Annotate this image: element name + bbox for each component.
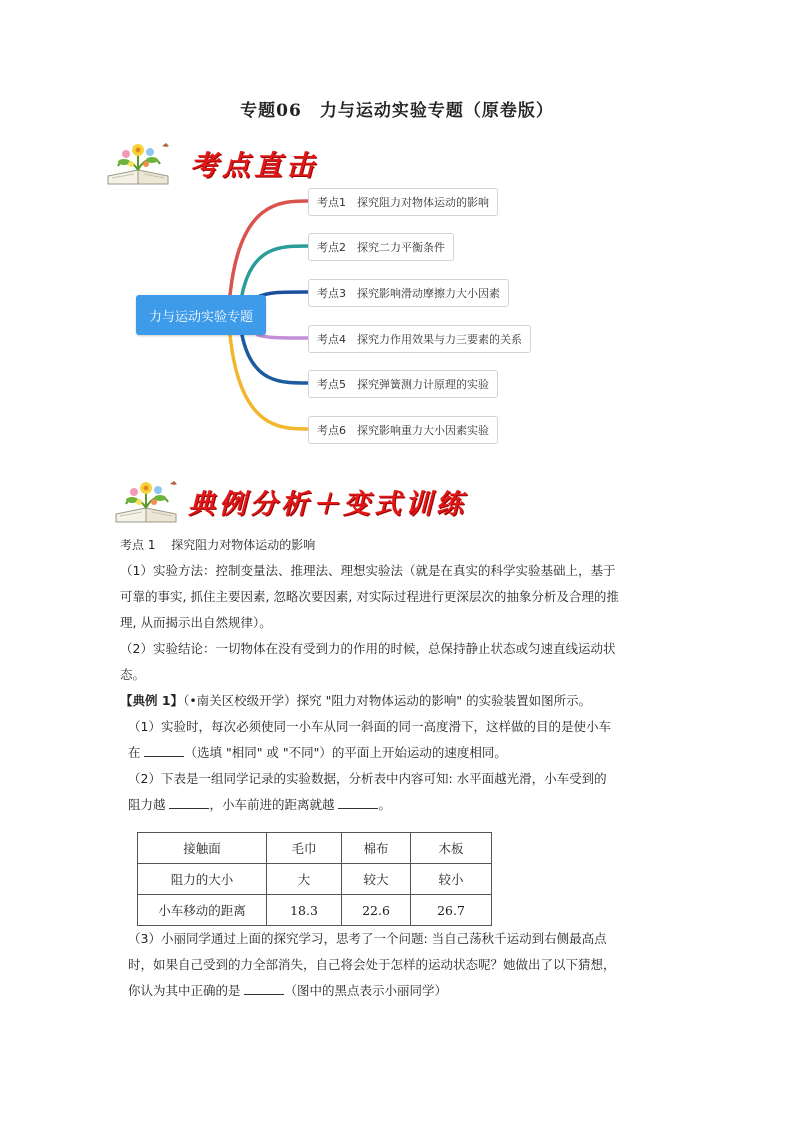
table-cell: 小车移动的距离	[138, 895, 267, 926]
example-line	[120, 688, 680, 714]
question-3-line-2: 时，如果自己受到的力全部消失，自己将会处于怎样的运动状态呢？她做出了以下猜想，	[128, 957, 616, 972]
mind-map-branch-2	[242, 246, 308, 295]
method-line-2: 可靠的事实, 抓住主要因素, 忽略次要因素, 对实际过程进行更深层次的抽象分析及合理的推	[120, 589, 619, 604]
q3-prefix: 你认为其中正确的是	[128, 983, 245, 998]
question-1-line-1: （1）实验时，每次必须使同一小车从同一斜面的同一高度滑下，这样做的目的是使小车	[128, 719, 611, 734]
table-cell: 较小	[411, 864, 492, 895]
mind-map-branch-5	[242, 335, 308, 383]
mind-map	[130, 185, 550, 445]
book-flower-icon	[112, 478, 182, 524]
question-3-line-3	[120, 978, 680, 1004]
table-header-cell: 毛巾	[267, 833, 342, 864]
table-cell: 较大	[342, 864, 411, 895]
conclusion-line-2: 态。	[120, 667, 146, 682]
section-heading-1: 考点直击	[190, 149, 319, 182]
content-body-continued	[120, 926, 680, 1004]
table-cell: 大	[267, 864, 342, 895]
method-line-1: （1）实验方法：控制变量法、推理法、理想实验法（就是在真实的科学实验基础上，基于	[120, 563, 616, 578]
table-row	[138, 895, 492, 926]
q1-suffix: （选填 "相同" 或 "不同"）的平面上开始运动的速度相同。	[184, 745, 507, 760]
section-heading-2: 典例分析＋变式训练	[188, 489, 467, 520]
document-title: 专题06 力与运动实验专题（原卷版）	[240, 101, 554, 121]
question-2-line-2	[120, 792, 680, 818]
mind-map-topic-1: 考点1 探究阻力对物体运动的影响	[308, 188, 498, 216]
mind-map-branch-1	[230, 201, 308, 295]
answer-blank-3	[338, 794, 378, 809]
table-header-cell: 棉布	[342, 833, 411, 864]
section-banner-1	[104, 140, 364, 190]
mind-map-topic-6: 考点6 探究影响重力大小因素实验	[308, 416, 498, 444]
experiment-data-table	[137, 832, 492, 926]
table-cell: 26.7	[411, 895, 492, 926]
answer-blank-2	[169, 794, 209, 809]
kaodian-heading: 考点 1 探究阻力对物体运动的影响	[120, 538, 316, 552]
table-header-cell: 接触面	[138, 833, 267, 864]
question-3-line-1: （3）小丽同学通过上面的探究学习，思考了一个问题: 当自己荡秋千运动到右侧最高点	[128, 931, 607, 946]
q2-middle: ，小车前进的距离就越	[209, 797, 339, 812]
answer-blank-4	[244, 980, 284, 995]
example-text: （•南关区校级开学）探究 "阻力对物体运动的影响" 的实验装置如图所示。	[183, 693, 592, 708]
mind-map-topic-5: 考点5 探究弹簧测力计原理的实验	[308, 370, 498, 398]
book-flower-icon	[104, 140, 174, 186]
mind-map-branch-4	[258, 335, 308, 338]
q2-prefix: 阻力越	[128, 797, 170, 812]
q2-suffix: 。	[378, 797, 391, 812]
table-cell: 阻力的大小	[138, 864, 267, 895]
question-1-line-2	[120, 740, 680, 766]
table-header-row	[138, 833, 492, 864]
table-cell: 22.6	[342, 895, 411, 926]
example-label: 【典例 1】	[120, 693, 184, 708]
mind-map-central-node: 力与运动实验专题	[136, 295, 266, 335]
mind-map-topic-3: 考点3 探究影响滑动摩擦力大小因素	[308, 279, 509, 307]
q1-prefix: 在	[128, 745, 145, 760]
method-line-3: 理, 从而揭示出自然规律）。	[120, 615, 272, 630]
question-2-line-1: （2）下表是一组同学记录的实验数据，分析表中内容可知: 水平面越光滑，小车受到的	[128, 771, 607, 786]
content-body	[120, 532, 680, 818]
conclusion-line-1: （2）实验结论：一切物体在没有受到力的作用的时候，总保持静止状态或匀速直线运动状	[120, 641, 616, 656]
table-header-cell: 木板	[411, 833, 492, 864]
table-cell: 18.3	[267, 895, 342, 926]
answer-blank-1	[144, 742, 184, 757]
q3-suffix: （图中的黑点表示小丽同学）	[284, 983, 447, 998]
mind-map-topic-2: 考点2 探究二力平衡条件	[308, 233, 454, 261]
mind-map-topic-4: 考点4 探究力作用效果与力三要素的关系	[308, 325, 531, 353]
table-row	[138, 864, 492, 895]
section-banner-2	[112, 478, 472, 528]
